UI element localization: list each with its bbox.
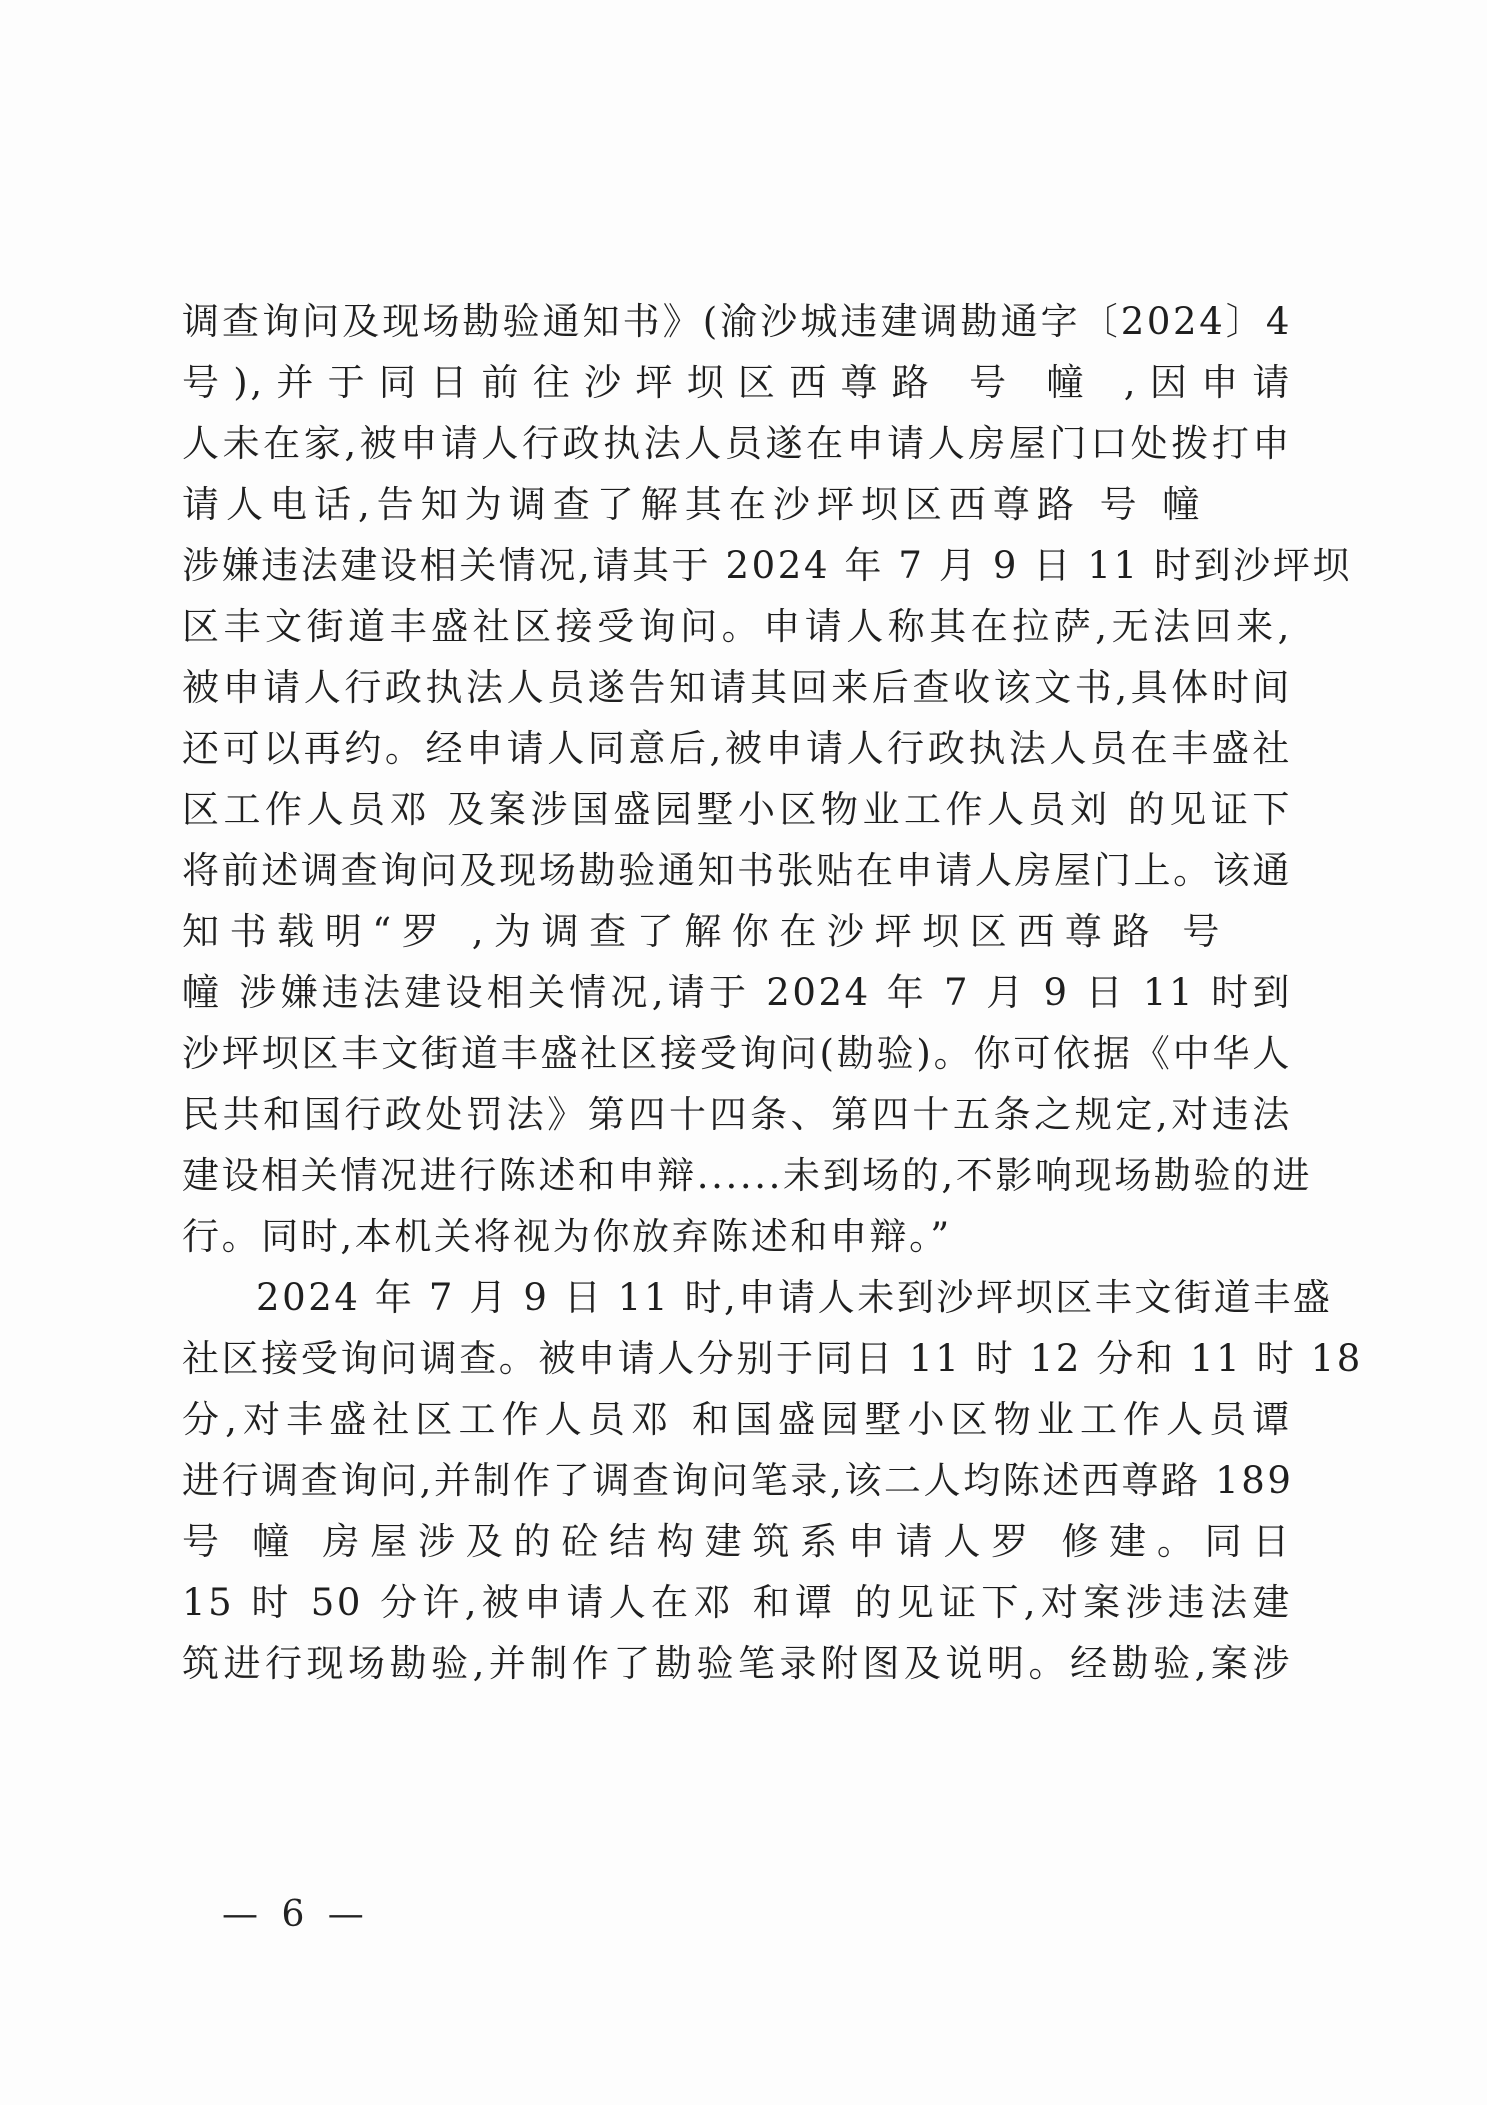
text-line: 沙坪坝区丰文街道丰盛社区接受询问(勘验)。你可依据《中华人 bbox=[182, 1032, 1292, 1075]
text-line: 号 幢 房屋涉及的砼结构建筑系申请人罗 修建。同日 bbox=[182, 1520, 1292, 1563]
text-line: 还可以再约。经申请人同意后,被申请人行政执法人员在丰盛社 bbox=[182, 727, 1292, 770]
text-line: 行。同时,本机关将视为你放弃陈述和申辩。” bbox=[182, 1215, 952, 1258]
paragraph-first-line: 2024 年 7 月 9 日 11 时,申请人未到沙坪坝区丰文街道丰盛 bbox=[256, 1276, 1333, 1319]
text-line: 被申请人行政执法人员遂告知请其回来后查收该文书,具体时间 bbox=[182, 666, 1292, 709]
text-line: 进行调查询问,并制作了调查询问笔录,该二人均陈述西尊路 189 bbox=[182, 1459, 1294, 1502]
page-number: — 6 — bbox=[222, 1894, 370, 1935]
text-line: 将前述调查询问及现场勘验通知书张贴在申请人房屋门上。该通 bbox=[182, 849, 1292, 892]
text-line: 社区接受询问调查。被申请人分别于同日 11 时 12 分和 11 时 18 bbox=[182, 1337, 1363, 1380]
text-line: 请人电话,告知为调查了解其在沙坪坝区西尊路 号 幢 bbox=[182, 483, 1202, 526]
text-line: 民共和国行政处罚法》第四十四条、第四十五条之规定,对违法 bbox=[182, 1093, 1292, 1136]
text-line: 知书载明“罗 ,为调查了解你在沙坪坝区西尊路 号 bbox=[182, 910, 1222, 953]
text-line: 建设相关情况进行陈述和申辩......未到场的,不影响现场勘验的进 bbox=[182, 1154, 1313, 1197]
text-line: 筑进行现场勘验,并制作了勘验笔录附图及说明。经勘验,案涉 bbox=[182, 1642, 1292, 1685]
text-line: 分,对丰盛社区工作人员邓 和国盛园墅小区物业工作人员谭 bbox=[182, 1398, 1292, 1441]
text-line: 号),并于同日前往沙坪坝区西尊路 号 幢 ,因申请 bbox=[182, 361, 1292, 404]
text-line: 15 时 50 分许,被申请人在邓 和谭 的见证下,对案涉违法建 bbox=[182, 1581, 1292, 1624]
text-line: 区工作人员邓 及案涉国盛园墅小区物业工作人员刘 的见证下 bbox=[182, 788, 1292, 831]
text-line: 涉嫌违法建设相关情况,请其于 2024 年 7 月 9 日 11 时到沙坪坝 bbox=[182, 544, 1352, 587]
text-line: 人未在家,被申请人行政执法人员遂在申请人房屋门口处拨打申 bbox=[182, 422, 1292, 465]
text-line: 区丰文街道丰盛社区接受询问。申请人称其在拉萨,无法回来, bbox=[182, 605, 1292, 648]
text-line: 幢 涉嫌违法建设相关情况,请于 2024 年 7 月 9 日 11 时到 bbox=[182, 971, 1292, 1014]
text-line: 调查询问及现场勘验通知书》(渝沙城违建调勘通字〔2024〕4 bbox=[182, 300, 1292, 343]
